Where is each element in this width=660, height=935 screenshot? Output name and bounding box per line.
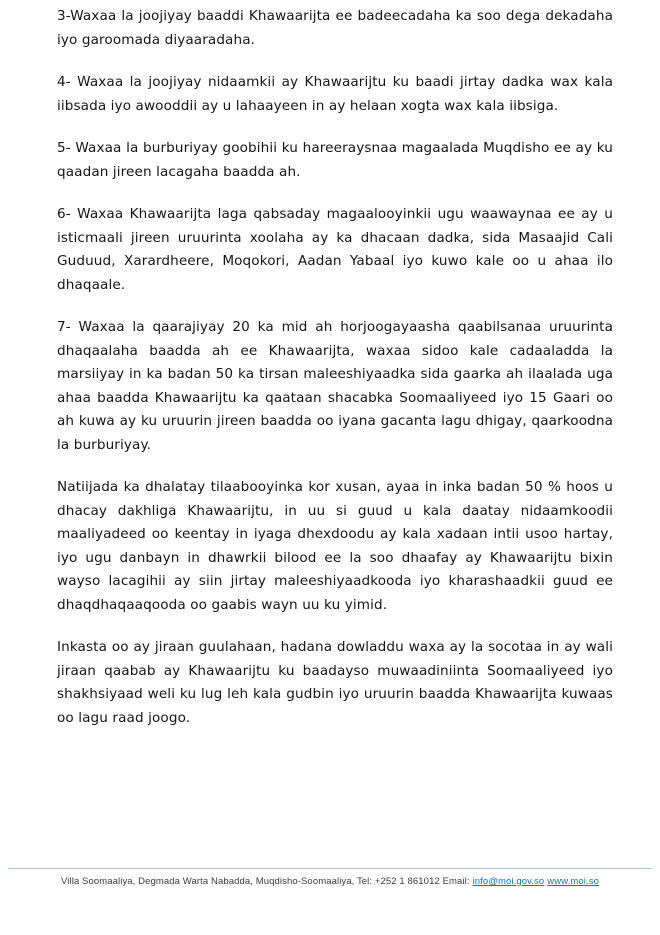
paragraph-results: Natiijada ka dhalatay tilaabooyinka kor xusan, ayaa in inka badan 50 % hoos u dhacay dakhliga Khawaarijtu, in uu si guud u kala daatay nidaamkoodii maaliyadeed oo keentay in iyaga dhexdoodu ay kala xadaan intii usoo hartay, iyo ugu danbayn in dhawrkii bilood ee la soo dhaafay ay Khawaarijtu bixin wayso lacagihii ay siin jirtay maleeshiyaadkooda iyo kharashaadkii guud ee dhaqdhaqaaqooda oo gaabis wayn uu ku yimid. [57,479,613,613]
footer-website-link[interactable]: www.moi.so [547,876,599,887]
paragraph-closing: Inkasta oo ay jiraan guulahaan, hadana dowladdu waxa ay la socotaa in ay wali jiraan qaabab ay Khawaarijtu ku baadayso muwaadiniinta Soomaaliyeed iyo shakhsiyaad weli ku lug leh kala gudbin iyo uruurin baadda Khawaarijta kuwaas oo lagu raad joogo. [57,639,613,726]
paragraph-7: 7- Waxaa la qaarajiyay 20 ka mid ah horjoogayaasha qaabilsanaa uruurinta dhaqaalaha baadda ah ee Khawaarijta, waxaa sidoo kale cadaaladda la marsiiyay in ka badan 50 ka tirsan maleeshiyaadka sida gaarka ah ilaalada uga ahaa baadda Khawaarijtu ka qaataan shacabka Soomaaliyeed iyo 15 Gaari oo ah kuwa ay ku uruurin jireen baadda oo iyana gacanta lagu dhigay, qaarkoodna la burburiyay. [57,319,613,453]
paragraph-5: 5- Waxaa la burburiyay goobihii ku hareeraysnaa magaalada Muqdisho ee ay ku qaadan jireen lacagaha baadda ah. [57,140,613,180]
paragraph-6: 6- Waxaa Khawaarijta laga qabsaday magaalooyinkii ugu waawaynaa ee ay u isticmaali jireen uruurinta xoolaha ay ka dhacaan dadka, sida Masaajid Cali Guduud, Xarardheere, Moqokori, Aadan Yabaal iyo kuwo kale oo u ahaa ilo dhaqaale. [57,206,613,293]
paragraph-3: 3-Waxaa la joojiyay baaddi Khawaarijta ee badeecadaha ka soo dega dekadaha iyo garoomada diyaaradaha. [57,8,613,48]
paragraph-4: 4- Waxaa la joojiyay nidaamkii ay Khawaarijtu ku baadi jirtay dadka wax kala iibsada iyo awooddii ay u lahaayeen in ay helaan xogta wax kala iibsiga. [57,74,613,114]
footer-address: Villa Soomaaliya, Degmada Warta Nabadda, Muqdisho-Soomaaliya, Tel: +252 1 861012 Email: [61,876,470,887]
page-footer [0,868,660,887]
footer-email-link[interactable]: info@moi.gov.so [472,876,545,887]
footer-divider [8,868,652,869]
footer-text [0,876,660,887]
document-body [57,5,613,749]
